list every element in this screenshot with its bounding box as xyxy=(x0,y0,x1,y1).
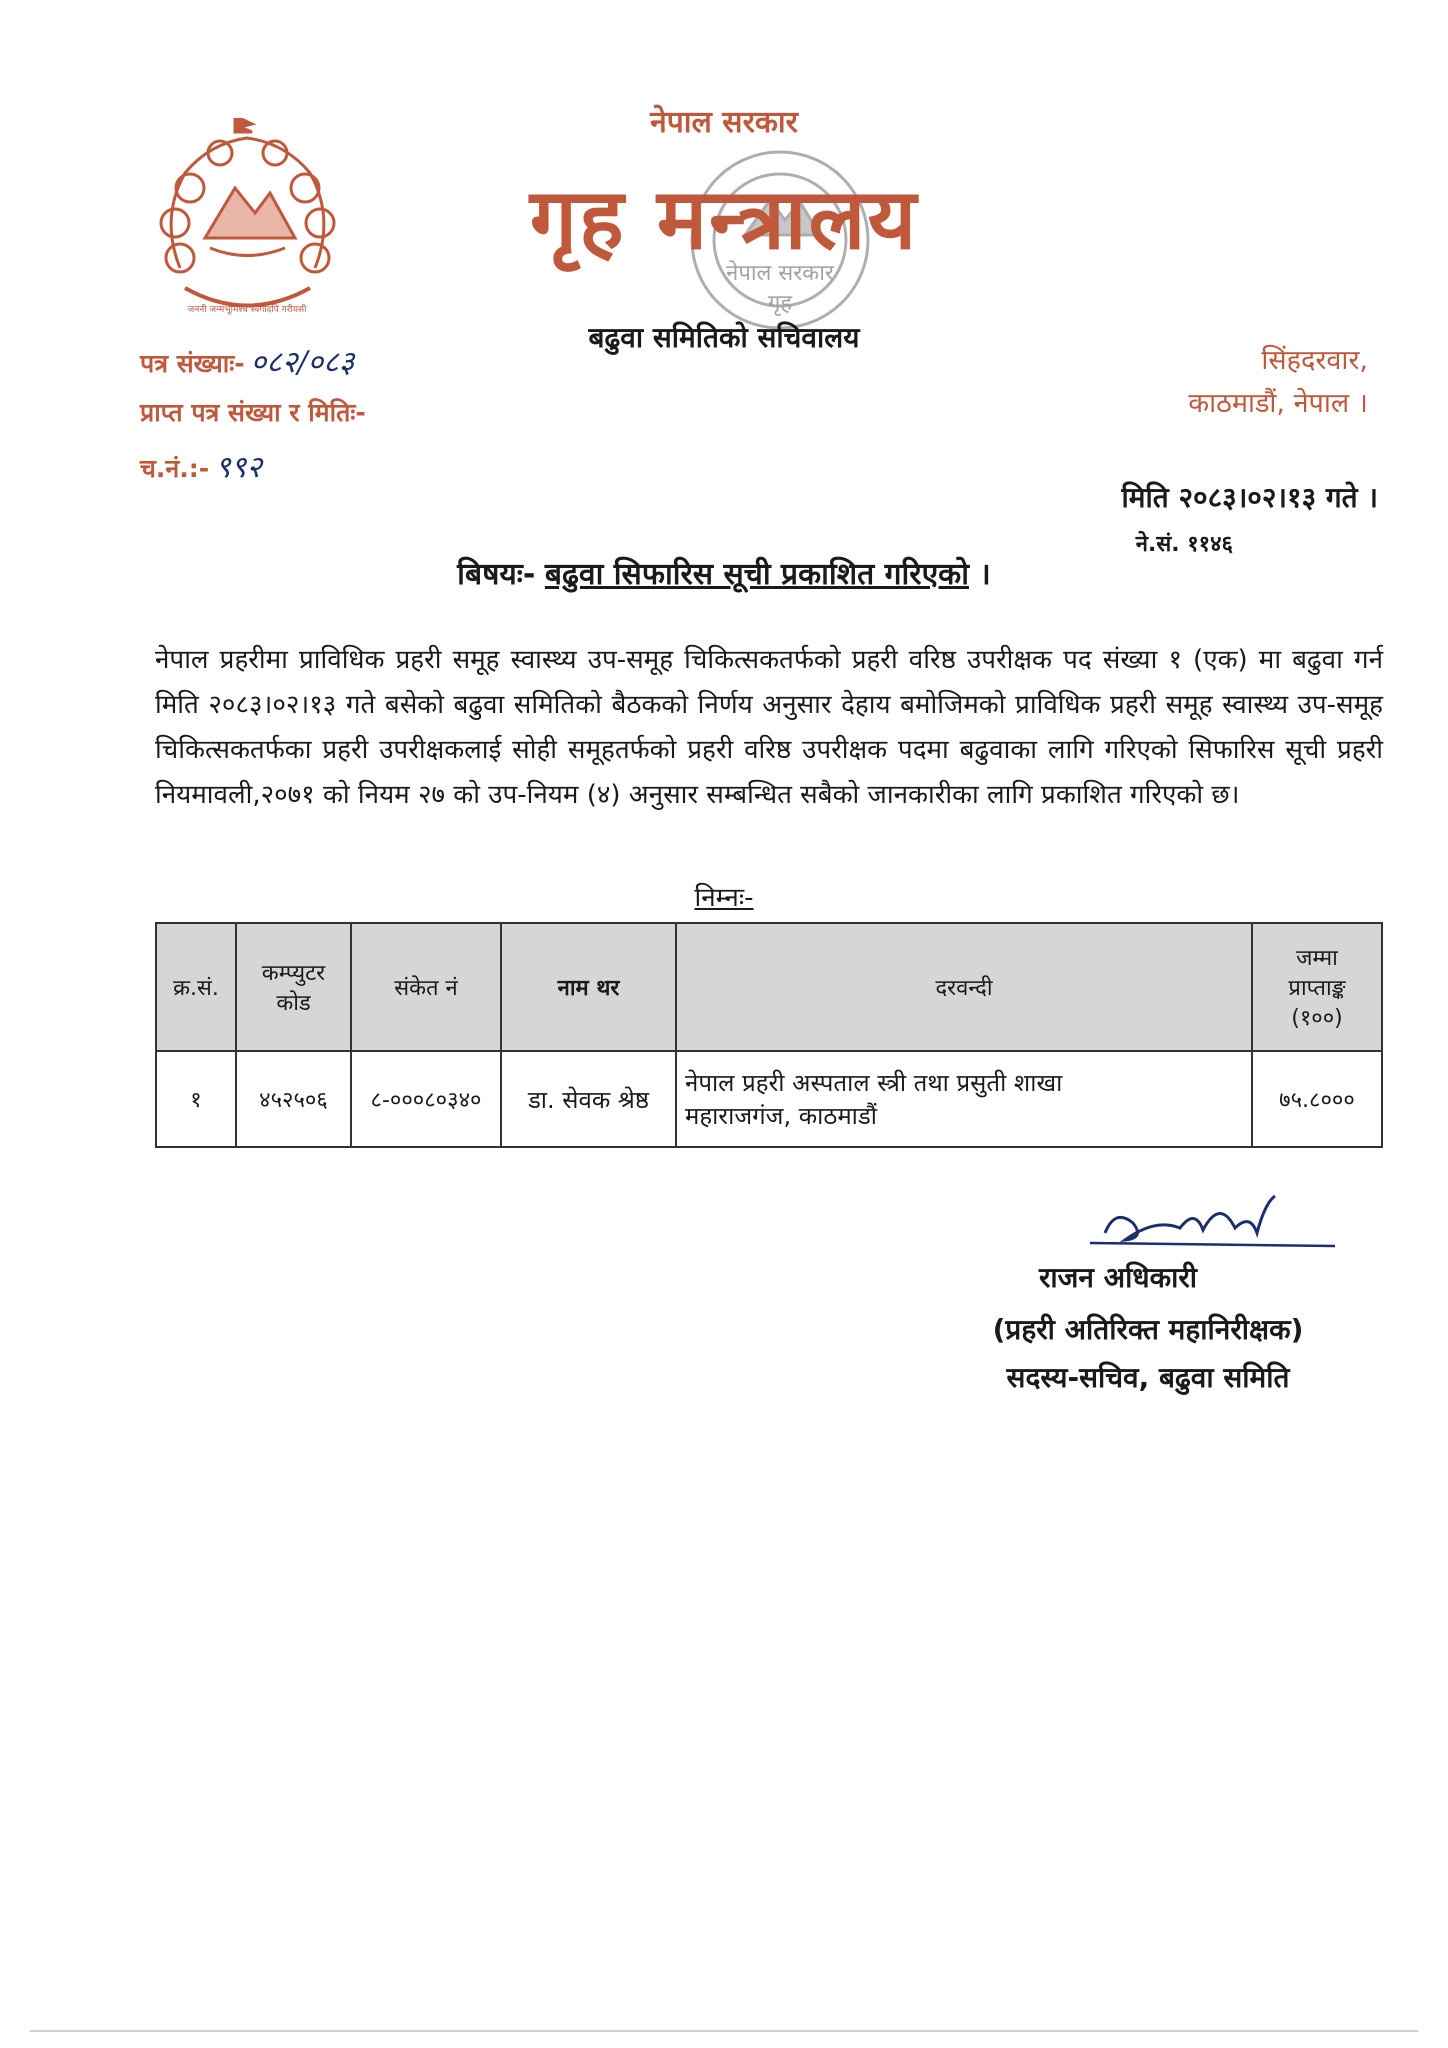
header-code-line2: कोड xyxy=(276,991,311,1016)
government-title: नेपाल सरकार xyxy=(650,105,798,140)
body-paragraph: नेपाल प्रहरीमा प्राविधिक प्रहरी समूह स्वास्थ्य उप-समूह चिकित्सकतर्फको प्रहरी वरिष्ठ उपरीक्षक पद संख्या १ (एक) मा बढुवा गर्न मिति २०८३।०२।१३ गते बसेको बढुवा समितिको बैठकको निर्णय अनुसार देहाय बमोजिमको प्राविधिक प्रहरी समूह स्वास्थ्य उप-समूह चिकित्सकतर्फका प्रहरी उपरीक्षकलाई सोही समूहतर्फको प्रहरी वरिष्ठ उपरीक्षक पदमा बढुवाका लागि गरिएको सिफारिस सूची प्रहरी नियमावली,२०७१ को नियम २७ को उप-नियम (४) अनुसार सम्बन्धित सबैको जानकारीका लागि प्रकाशित गरिएको छ। xyxy=(155,645,1383,810)
address-line-2: काठमाडौं, नेपाल । xyxy=(1188,388,1368,419)
svg-text:गृह: गृह xyxy=(767,291,793,316)
cell-posting-line2: महाराजगंज, काठमाडौं xyxy=(685,1102,877,1130)
letter-date: मिति २०८३।०२।१३ गते । xyxy=(1121,481,1378,514)
header-code-line1: कम्प्युटर xyxy=(261,961,326,986)
cell-posting xyxy=(676,1051,1252,1147)
secretariat-title: बढुवा समितिको सचिवालय xyxy=(588,321,860,354)
nepal-samvat-date: ने.सं. ११४६ xyxy=(1135,532,1233,557)
svg-text:जननी जन्मभूमिश्च स्वर्गादपि गर: जननी जन्मभूमिश्च स्वर्गादपि गरीयसी xyxy=(187,305,307,315)
ministry-title: गृह मन्त्रालय xyxy=(529,170,919,268)
table-row xyxy=(156,1051,1382,1147)
table-header-row xyxy=(156,923,1382,1051)
dispatch-number-value: ९९२ xyxy=(215,450,262,485)
subject-label: बिषयः- xyxy=(457,557,536,592)
header-total-line1: जम्मा xyxy=(1296,946,1338,971)
header-symbol-number: संकेत नं xyxy=(351,923,501,1051)
header-posting: दरवन्दी xyxy=(676,923,1252,1051)
letter-number-label: पत्र संख्याः- xyxy=(140,349,245,378)
subject-line xyxy=(0,552,1448,593)
svg-text:नेपाल सरकार: नेपाल सरकार xyxy=(726,261,834,286)
handwritten-signature xyxy=(1085,1188,1345,1263)
signer-role: सदस्य-सचिव, बढुवा समिति xyxy=(1006,1361,1290,1394)
list-heading: निम्नः- xyxy=(694,883,754,913)
header-total-score xyxy=(1252,923,1382,1051)
header-serial: क्र.सं. xyxy=(156,923,236,1051)
letter-number-value: ०८२/०८३ xyxy=(250,345,355,380)
signer-rank: (प्रहरी अतिरिक्त महानिरीक्षक) xyxy=(992,1313,1304,1346)
received-letter-label: प्राप्त पत्र संख्या र मितिः- xyxy=(140,398,366,427)
subject-text: बढुवा सिफारिस सूची प्रकाशित गरिएको xyxy=(544,557,969,592)
letter-number xyxy=(140,340,354,381)
signer-name: राजन अधिकारी xyxy=(1038,1261,1198,1294)
dispatch-number xyxy=(140,445,262,486)
header-name: नाम थर xyxy=(501,923,676,1051)
header-total-line2: प्राप्ताङ्क xyxy=(1288,976,1346,1001)
cell-posting-line1: नेपाल प्रहरी अस्पताल स्त्री तथा प्रसुती शाखा xyxy=(685,1069,1063,1097)
cell-total-score: ७५.८००० xyxy=(1252,1051,1382,1147)
cell-name: डा. सेवक श्रेष्ठ xyxy=(501,1051,676,1147)
dispatch-number-label: च.नं.:- xyxy=(140,454,210,483)
header-total-line3: (१००) xyxy=(1291,1006,1343,1031)
address-line-1: सिंहदरवार, xyxy=(1261,345,1368,376)
cell-serial: १ xyxy=(156,1051,236,1147)
subject-end: । xyxy=(968,557,991,592)
page-bottom-rule xyxy=(30,2030,1418,2032)
header-computer-code xyxy=(236,923,351,1051)
recommendation-table xyxy=(155,922,1383,1148)
cell-symbol-number: ८-०००८०३४० xyxy=(351,1051,501,1147)
cell-computer-code: ४५२५०६ xyxy=(236,1051,351,1147)
